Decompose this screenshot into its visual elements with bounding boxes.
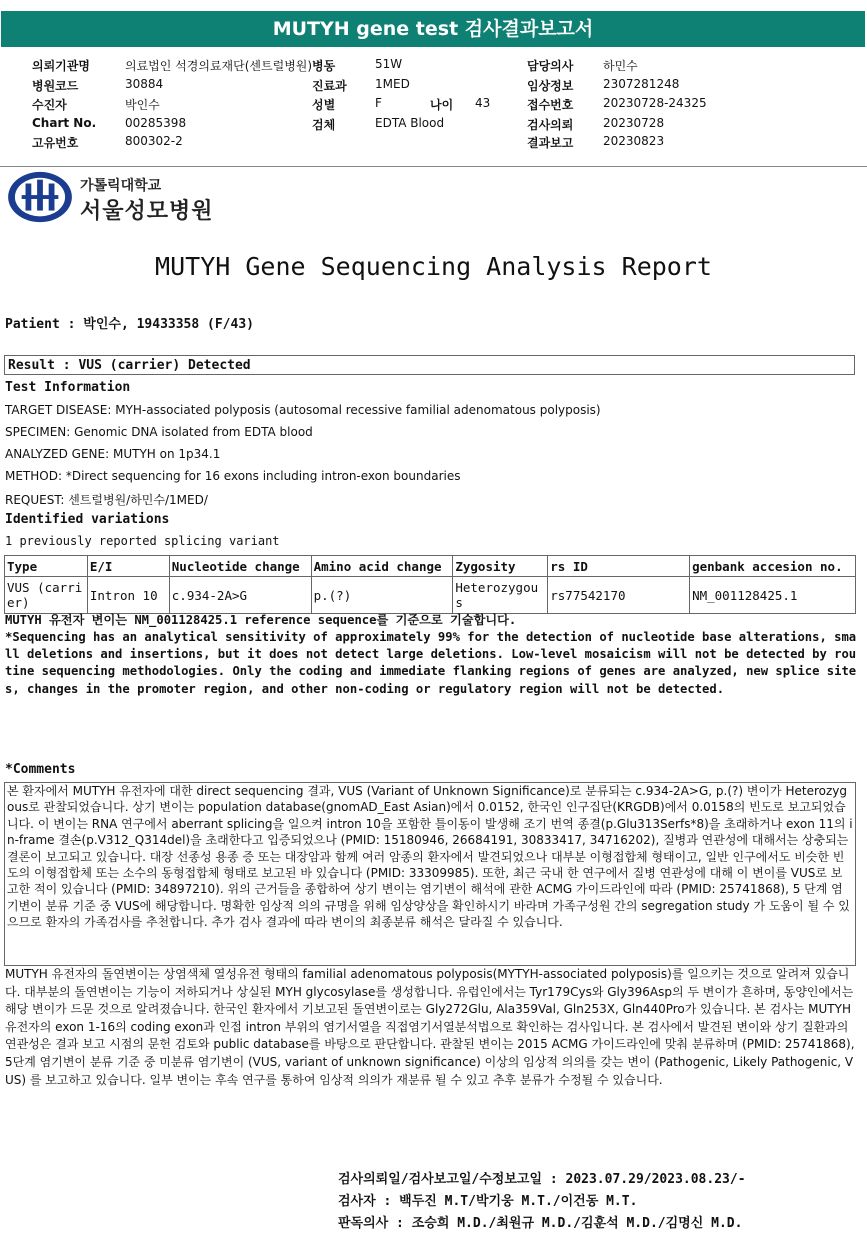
- footer-dates: 검사의뢰일/검사보고일/수정보고일 : 2023.07.29/2023.08.23/-: [338, 1172, 746, 1187]
- table-cell: rs77542170: [548, 577, 690, 614]
- variations-heading: Identified variations: [5, 512, 170, 527]
- header-value: 2307281248: [603, 77, 680, 91]
- table-row: [5, 577, 856, 614]
- header-value: 1MED: [375, 77, 410, 91]
- header-value: 20230728: [603, 116, 665, 130]
- column-header: Type: [5, 556, 88, 577]
- comments-box: 본 환자에서 MUTYH 유전자에 대한 direct sequencing 결과, VUS (Variant of Unknown Significance)로 분류되는 c.934-2A>G, p.(?) 변이가 Heterozygous로 관찰되었습니다. 상기 변이는 population database(gnomAD_East Asian)에서 0.0152, 한국인 인구집단(KRGDB)에서 0.0158의 빈도로 보고되었습니다. 이 변이는 RNA 연구에서 aberrant splicing을 일으켜 intron 10을 포함한 틀이동이 발생해 조기 번역 종결(p.Glu313Serfs*8)을 초래하거나 exon 11의 in-frame 결손(p.V312_Q314del)을 초래한다고 입증되었으나 (PMID: 15180946, 26684191, 30833417, 34716202), 질병과 연관성에 대해서는 상충되는 결론이 보고되고 있습니다. 대장 선종성 용종 증 또는 대장암과 함께 여러 암종의 환자에서 발견되었으나 대부분 이형접합체 형태이고, 일반 인구에서도 비슷한 빈도의 이형접합체 또는 소수의 동형접합체 형태로 보고된 바 있습니다 (PMID: 33309985). 또한, 최근 국내 한 연구에서 질병 연관성에 대해 이 변이를 VUS로 보고한 적이 있습니다 (PMID: 34897210). 위의 근거들을 종합하여 상기 변이는 염기변이 해석에 관한 ACMG 가이드라인에 따라 (PMID: 25741868), 5 단계 염기변이 분류 기준 중 VUS에 해당합니다. 명확한 임상적 의의 규명을 위해 임상양상을 확인하시기 바라며 가족구성원 간의 segregation study 가 도움이 될 수 있으므로 환자의 가족검사를 추천합니다. 추가 검사 결과에 따라 변이의 최종분류 해석은 달라질 수 있습니다.: [4, 782, 856, 966]
- analyzed-gene: ANALYZED GENE: MUTYH on 1p34.1: [5, 447, 221, 461]
- header-value: 00285398: [125, 116, 187, 130]
- header-value: F: [375, 96, 382, 110]
- header-label: 진료과: [312, 79, 347, 93]
- header-label: 고유번호: [32, 136, 79, 150]
- header-label: 결과보고: [527, 136, 574, 150]
- header-value: 박인수: [125, 98, 160, 112]
- report-header-info: [0, 48, 867, 167]
- report-main-title: MUTYH Gene Sequencing Analysis Report: [155, 252, 712, 281]
- result-box: Result : VUS (carrier) Detected: [4, 355, 855, 375]
- header-label: Chart No.: [32, 116, 97, 130]
- header-value: 30884: [125, 77, 164, 91]
- header-value: 800302-2: [125, 134, 183, 148]
- hospital-logo-line1: 가톨릭대학교: [80, 178, 162, 194]
- header-label: 병동: [312, 59, 336, 73]
- sensitivity-note: *Sequencing has an analytical sensitivity of approximately 99% for the detection of nucleotide base alterations, small deletions and insertions, but it does not detect large deletions. Low-level mosaicism will not be detected by routine sequencing methodologies. Only the coding and immediate flanking regions of genes are analyzed, new splice sites, changes in the promoter region, and other non-coding or regulatory region will not be detected.: [5, 630, 857, 696]
- table-cell: NM_001128425.1: [690, 577, 856, 614]
- column-header: Amino acid change: [311, 556, 453, 577]
- header-label: 임상정보: [527, 79, 574, 93]
- table-cell: p.(?): [311, 577, 453, 614]
- header-value: 20230728-24325: [603, 96, 707, 110]
- header-label: 성별: [312, 98, 336, 112]
- table-cell: VUS (carrier): [5, 577, 88, 614]
- target-disease: TARGET DISEASE: MYH-associated polyposis (autosomal recessive familial adenomatous polyposis): [5, 403, 601, 417]
- request: REQUEST: 센트럴병원/하민수/1MED/: [5, 493, 208, 507]
- test-info-heading: Test Information: [5, 380, 131, 395]
- header-label: 검사의뢰: [527, 118, 574, 132]
- header-label: 병원코드: [32, 79, 79, 93]
- table-cell: Intron 10: [87, 577, 169, 614]
- patient-line: Patient : 박인수, 19433358 (F/43): [5, 317, 254, 332]
- header-value: 의료법인 석경의료재단(센트럴병원): [125, 59, 313, 73]
- reference-note: MUTYH 유전자 변이는 NM_001128425.1 reference sequence를 기준으로 기술합니다.: [5, 613, 517, 627]
- header-label: 검체: [312, 118, 336, 132]
- table-header-row: [5, 556, 856, 577]
- footer-examiners: 검사자 : 백두진 M.T/박기웅 M.T./이건동 M.T.: [338, 1194, 638, 1209]
- header-value: EDTA Blood: [375, 116, 445, 130]
- header-label: 담당의사: [527, 59, 574, 73]
- column-header: E/I: [87, 556, 169, 577]
- header-value: 하민수: [603, 59, 638, 73]
- column-header: Nucleotide change: [169, 556, 311, 577]
- header-label: 접수번호: [527, 98, 574, 112]
- table-cell: c.934-2A>G: [169, 577, 311, 614]
- method: METHOD: *Direct sequencing for 16 exons including intron-exon boundaries: [5, 469, 461, 483]
- hospital-logo-emblem: [5, 170, 75, 226]
- hospital-logo-line2: 서울성모병원: [80, 199, 214, 224]
- header-label: 의뢰기관명: [32, 59, 90, 73]
- header-label: 수진자: [32, 98, 67, 112]
- comments-heading: *Comments: [5, 762, 76, 777]
- column-header: rs ID: [548, 556, 690, 577]
- header-value-age: 43: [475, 96, 491, 110]
- variations-summary: 1 previously reported splicing variant: [5, 534, 280, 548]
- table-cell: Heterozygous: [453, 577, 548, 614]
- column-header: Zygosity: [453, 556, 548, 577]
- report-title-bar: MUTYH gene test 검사결과보고서: [1, 11, 865, 47]
- specimen: SPECIMEN: Genomic DNA isolated from EDTA blood: [5, 425, 313, 439]
- footer-doctors: 판독의사 : 조승희 M.D./최원규 M.D./김훈석 M.D./김명신 M.D.: [338, 1216, 743, 1231]
- column-header: genbank accesion no.: [690, 556, 856, 577]
- variations-table: [4, 555, 856, 614]
- header-value: 51W: [375, 57, 403, 71]
- header-label-age: 나이: [430, 98, 454, 112]
- header-value: 20230823: [603, 134, 665, 148]
- general-comments: MUTYH 유전자의 돌연변이는 상염색체 열성유전 형태의 familial adenomatous polyposis(MYTYH-associated polyposis)를 일으키는 것으로 알려져 있습니다. 대부분의 돌연변이는 기능이 저하되거나 상실된 MYH glycosylase를 생성합니다. 유럽인에서는 Tyr179Cys와 Gly396Asp의 두 변이가 흔하며, 동양인에서는 해당 변이가 드문 것으로 알려졌습니다. 한국인 환자에서 기보고된 돌연변이로는 Gly272Glu, Ala359Val, Gln253X, Gln440Pro가 있습니다. 본 검사는 MUTYH 유전자의 exon 1-16의 coding exon과 인접 intron 부위의 염기서열을 직접염기서열분석법으로 확인하는 검사입니다. 본 검사에서 발견된 변이와 상기 질환과의 연관성은 결과 보고 시점의 문헌 검토와 public database를 바탕으로 판단합니다. 관찰된 변이는 2015 ACMG 가이드라인에 맞춰 분류하며 (PMID: 25741868), 5단계 염기변이 분류 기준 중 미분류 염기변이 (VUS, variant of unknown significance) 이상의 임상적 의의를 갖는 변이 (Pathogenic, Likely Pathogenic, VUS) 를 보고하고 있습니다. 일부 변이는 후속 연구를 통하여 임상적 의의가 재분류 될 수 있고 추후 분류가 수정될 수 있습니다.: [5, 967, 855, 1087]
